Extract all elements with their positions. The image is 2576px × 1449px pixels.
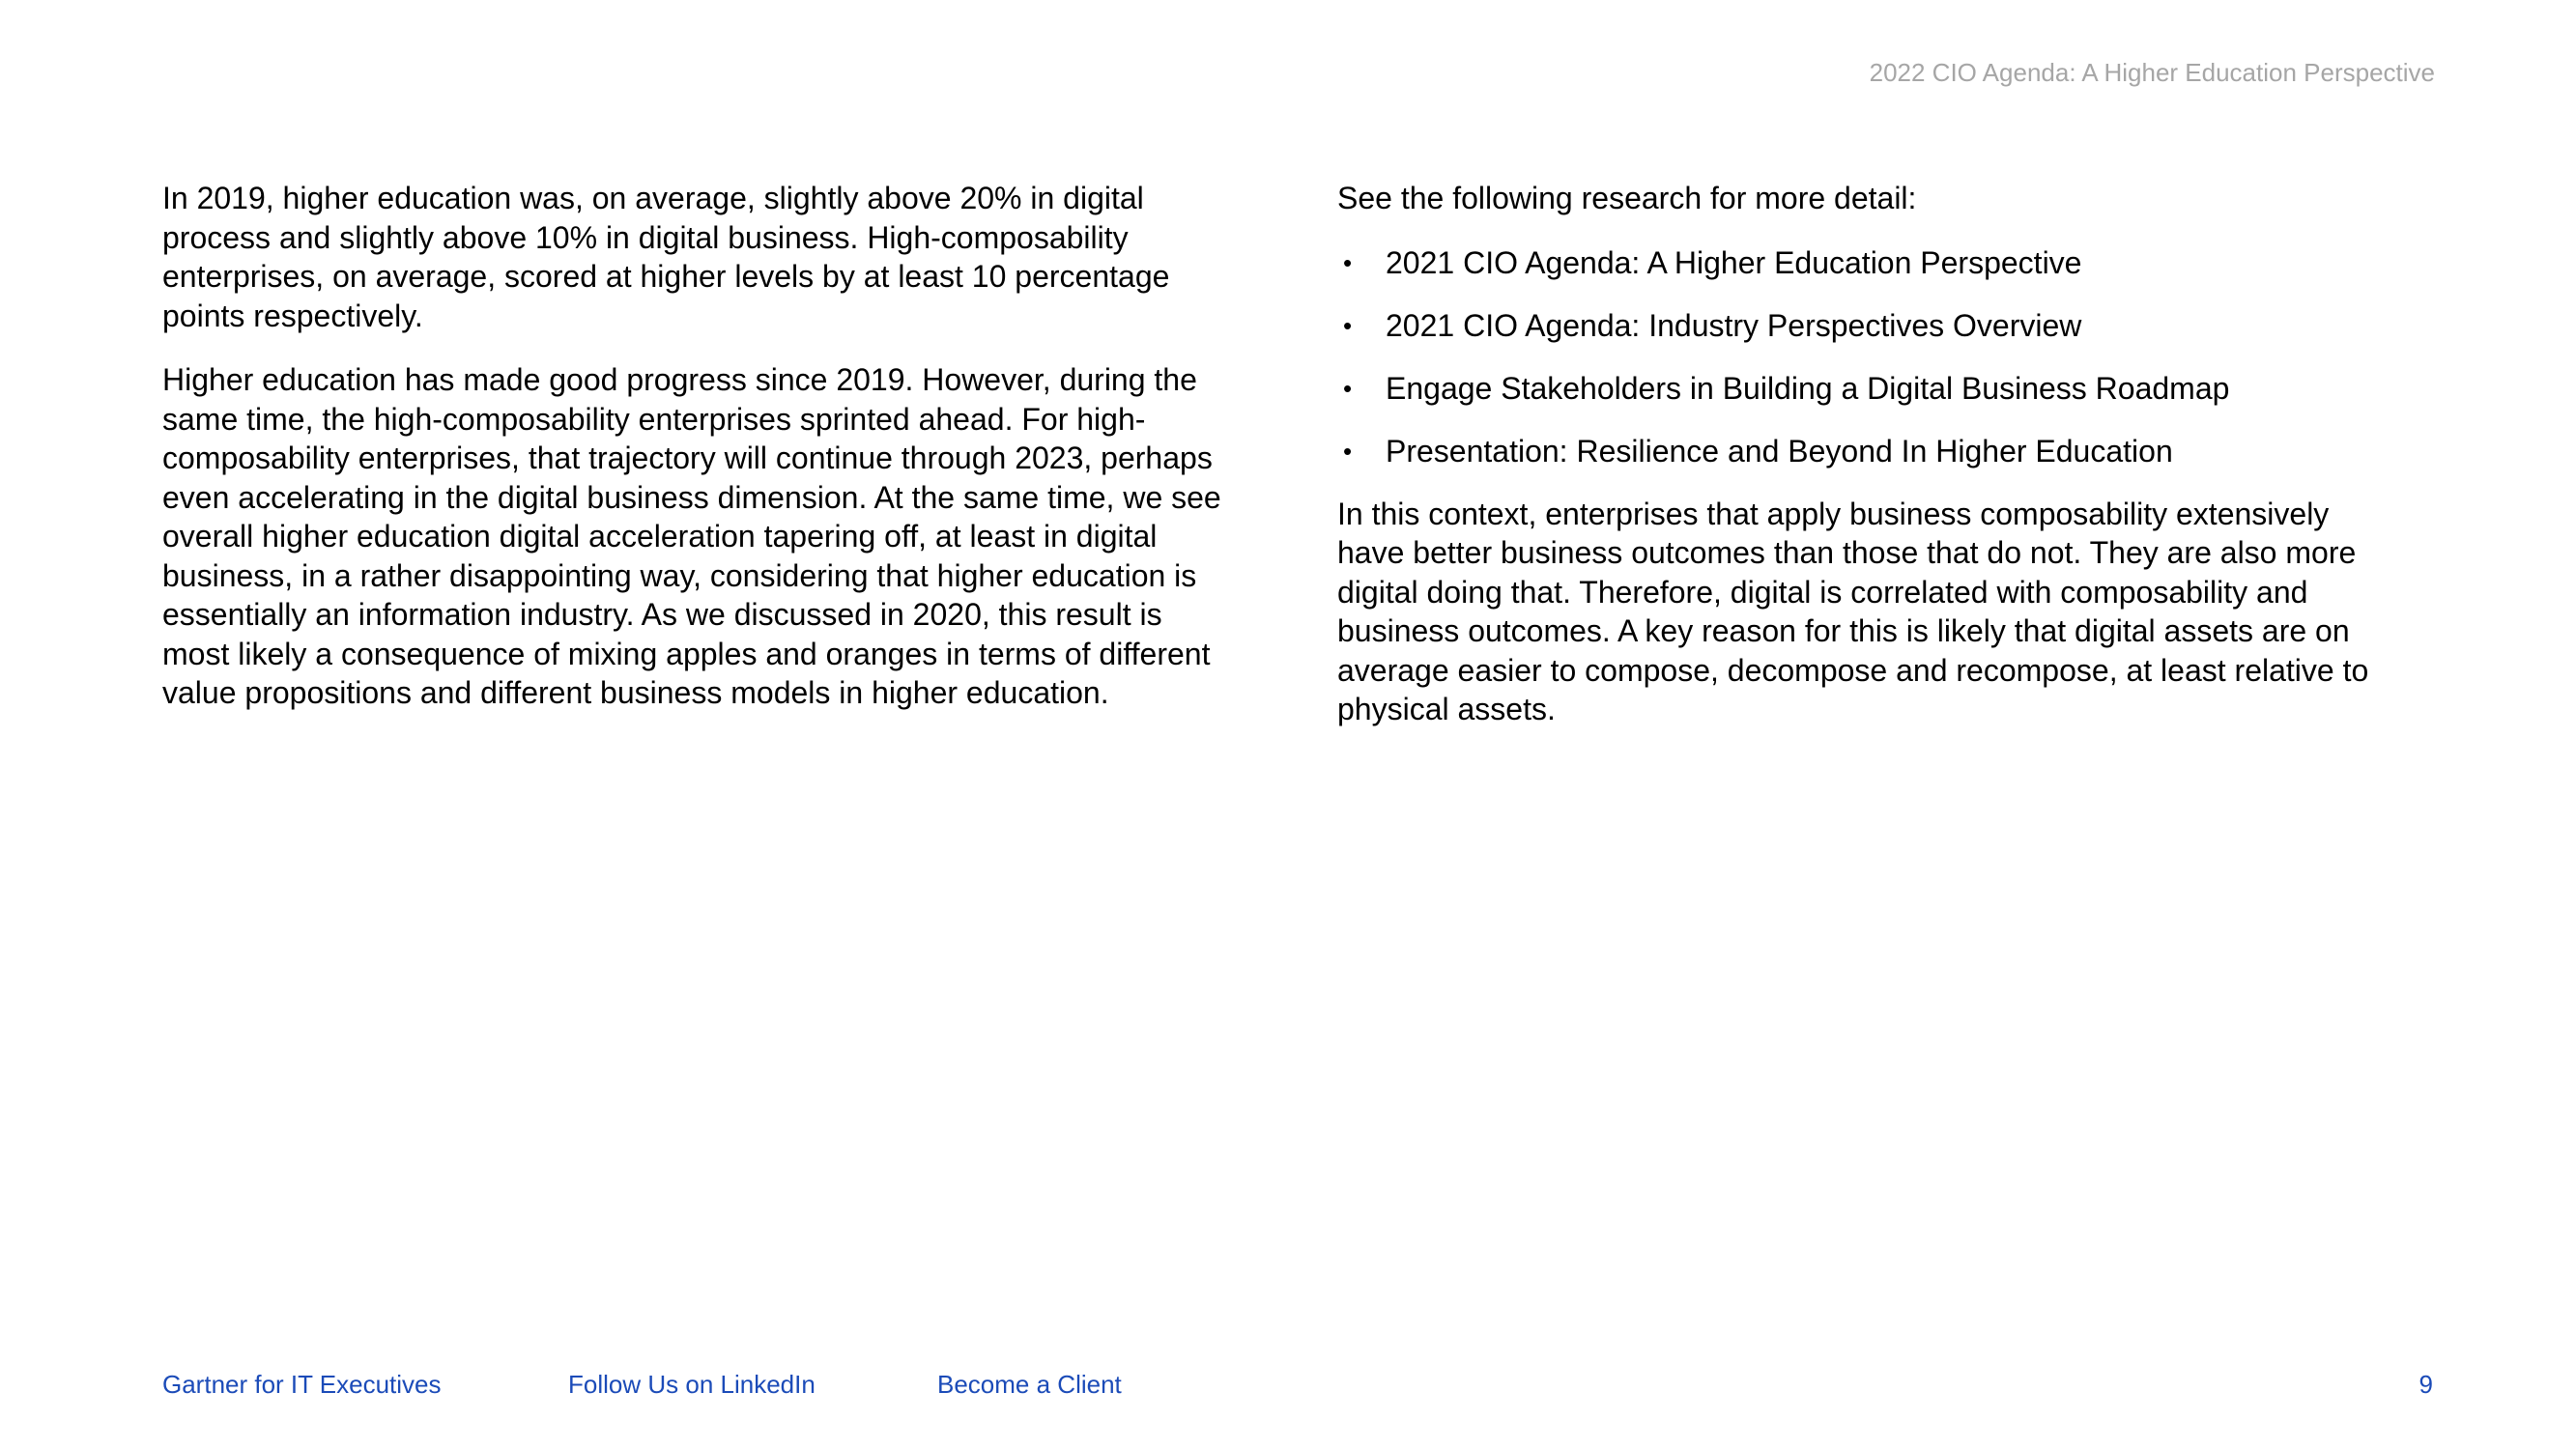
document-header-title: 2022 CIO Agenda: A Higher Education Perspective — [1869, 58, 2435, 87]
footer-link-gartner-it-executives[interactable]: Gartner for IT Executives — [162, 1370, 442, 1399]
research-list — [1337, 243, 2400, 470]
research-item-label: Presentation: Resilience and Beyond In Higher Education — [1386, 433, 2173, 469]
paragraph-composability-context: In this context, enterprises that apply business composability extensively have better business outcomes than those that do not. They are also more digital doing that. Therefore, digital is correlated with composability and business outcomes. A key reason for this is likely that digital assets are on average easier to compose, decompose and recompose, at least relative to physical assets. — [1337, 496, 2369, 726]
bullet-icon: • — [1343, 436, 1353, 466]
left-column — [162, 179, 1225, 738]
footer-link-become-client[interactable]: Become a Client — [937, 1370, 1122, 1399]
bullet-icon: • — [1343, 310, 1353, 340]
page-number: 9 — [2419, 1370, 2433, 1399]
research-item-label: 2021 CIO Agenda: Industry Perspectives Overview — [1386, 307, 2082, 343]
research-item-label: Engage Stakeholders in Building a Digital Business Roadmap — [1386, 370, 2230, 406]
bullet-icon: • — [1343, 373, 1353, 403]
paragraph-digital-levels-2019: In 2019, higher education was, on average, slightly above 20% in digital process and slightly above 10% in digital business. High-composability enterprises, on average, scored at higher levels by at least 10 percentage points respectively. — [162, 181, 1170, 333]
footer-link-follow-linkedin[interactable]: Follow Us on LinkedIn — [568, 1370, 816, 1399]
research-intro: See the following research for more detail: — [1337, 181, 1917, 215]
research-item-label: 2021 CIO Agenda: A Higher Education Perspective — [1386, 244, 2082, 280]
paragraph-progress-since-2019: Higher education has made good progress since 2019. However, during the same time, the high-composability enterprises sprinted ahead. For high-composability enterprises, that trajectory will continue through 2023, perhaps even accelerating in the digital business dimension. At the same time, we see overall higher education digital acceleration tapering off, at least in digital business, in a rather disappointing way, considering that higher education is essentially an information industry. As we discussed in 2020, this result is most likely a consequence of mixing apples and oranges in terms of different value propositions and different business models in higher education. — [162, 362, 1221, 710]
research-list-item — [1337, 243, 2400, 282]
research-list-item — [1337, 369, 2400, 408]
research-list-item — [1337, 432, 2400, 470]
research-list-item — [1337, 306, 2400, 345]
bullet-icon: • — [1343, 247, 1353, 277]
right-column — [1337, 179, 2400, 754]
